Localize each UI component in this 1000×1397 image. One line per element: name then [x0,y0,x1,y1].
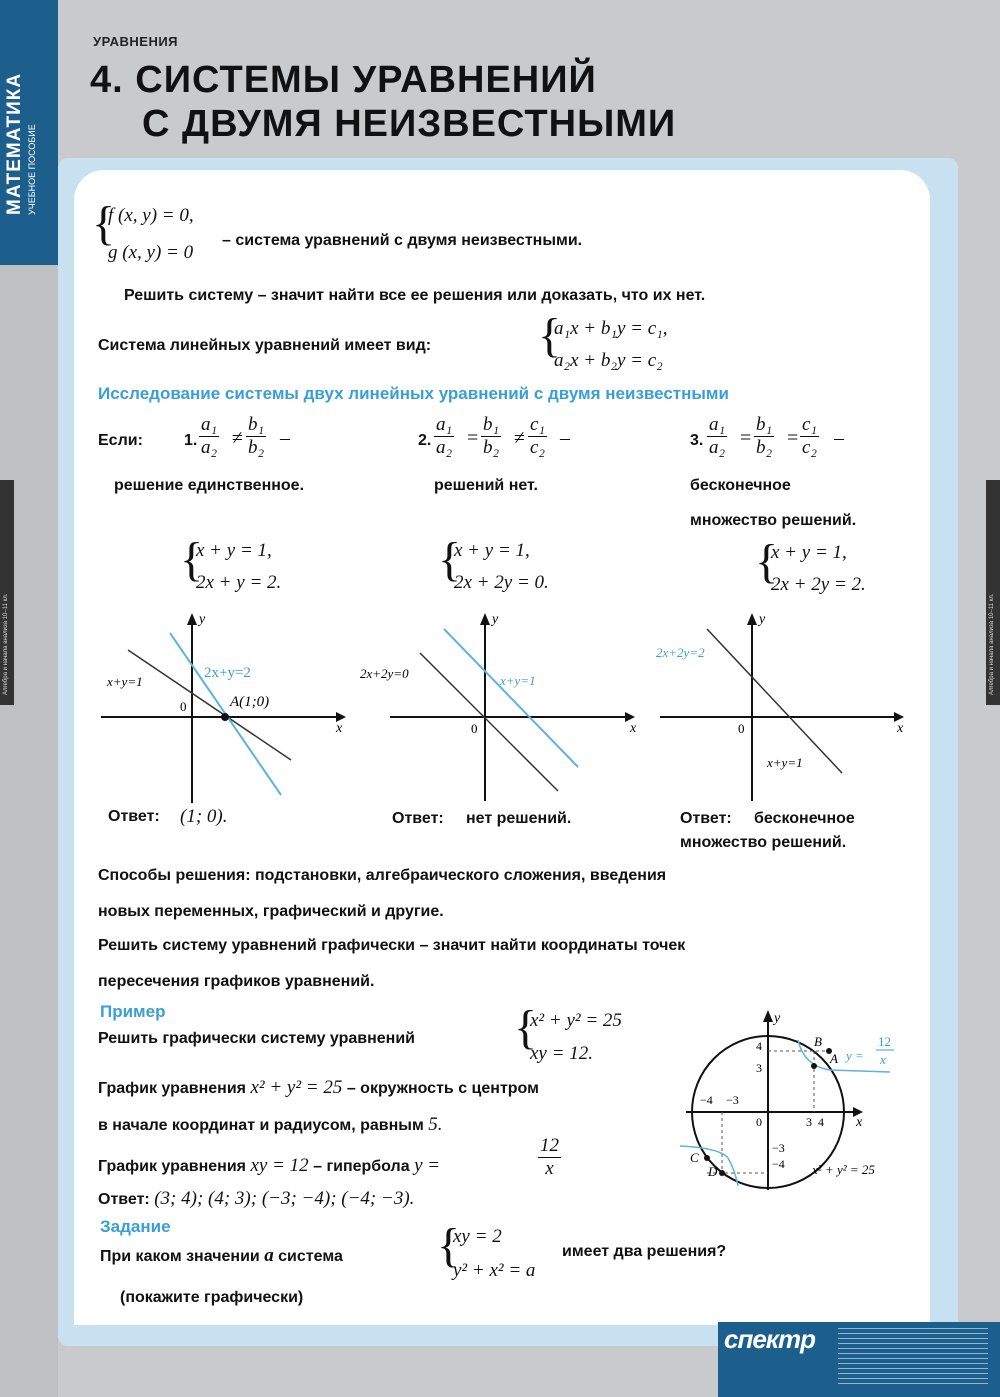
case2-sys1: x + y = 1, [454,540,530,561]
case2-num: 2. [418,432,432,449]
example-eq1: x² + y² = 25 [530,1010,622,1031]
svg-text:y: y [774,1011,781,1026]
solve-definition: Решить систему – значит найти все ее решения или доказать, что их нет. [124,287,706,304]
graph2-label-line: 2x+2y=0 [360,666,409,681]
case2-result: решений нет. [434,477,538,494]
svg-text:4: 4 [756,1039,762,1053]
dash: – [560,427,570,449]
graph1-y: y [199,612,206,627]
case1-num: 1. [184,432,198,449]
section-label: УРАВНЕНИЯ [93,34,179,49]
case3-frac-a: $\frac{\text{a₁}}{\text{a₂}}$ [709,414,726,458]
intro-eq2: g (x, y) = 0 [108,242,194,263]
example-heading: Пример [100,1002,166,1021]
hyper-text: График уравнения xy = 12 – гипербола y = [98,1155,441,1176]
svg-text:−3: −3 [772,1141,785,1155]
case3-sys1: x + y = 1, [771,542,847,563]
case1-op: ≠ [232,427,243,449]
graph1-origin: 0 [180,699,187,714]
graph2-x: x [630,721,637,736]
svg-text:x² + y² = 25: x² + y² = 25 [812,1162,875,1177]
brace: { [180,533,204,586]
hyper-frac: $\frac{12}{x}$ [540,1135,559,1179]
graph1-point: A(1;0) [230,694,270,710]
spine-banner [0,0,58,265]
task-q1: При каком значении a система [100,1245,343,1266]
svg-text:B: B [814,1034,822,1049]
graph3-label-line2: x+y=1 [767,755,803,770]
task-eq2: y² + x² = a [453,1260,536,1281]
brace: { [538,309,562,362]
graph2-label-line2: x+y=1 [500,673,536,688]
methods-line4: пересечения графиков уравнений. [98,973,375,990]
if-label: Если: [98,432,143,449]
linear-eq2: a₂x + b₂y = c₂ [554,350,663,371]
graph2-y: y [492,612,499,627]
graph3-y: y [759,612,766,627]
svg-text:x: x [880,1052,886,1067]
svg-text:C: C [690,1150,699,1165]
case3-answer: бесконечное [754,810,855,827]
graph-case1 [96,605,356,805]
svg-text:3: 3 [756,1061,762,1075]
intro-definition: – система уравнений с двумя неизвестными. [222,232,583,249]
case2-frac-c: $\frac{\text{c₁}}{\text{c₂}}$ [530,414,546,458]
investigation-heading: Исследование системы двух линейных уравнений с двумя неизвестными [98,384,729,403]
brace: { [755,535,779,588]
case1-answer: (1; 0). [180,806,228,827]
svg-text:12: 12 [878,1034,891,1049]
graph-example [680,1008,910,1193]
case1-sys1: x + y = 1, [196,540,272,561]
case3-result: бесконечное [690,477,791,494]
svg-text:3: 3 [806,1115,812,1129]
spine-title: МАТЕМАТИКА [4,72,25,215]
case3-sys2: 2x + 2y = 2. [771,574,866,595]
graph1-label-line: x+y=1 [107,674,143,689]
brace: { [437,1219,461,1272]
case3-frac-c: $\frac{\text{c₁}}{\text{c₂}}$ [802,414,818,458]
svg-text:x: x [856,1115,863,1130]
task-eq1: xy = 2 [453,1226,502,1247]
left-side-tab: Алгебра и начала анализа 10–11 кл. [0,480,14,705]
svg-text:−3: −3 [726,1093,739,1107]
graph3-label-line: 2x+2y=2 [656,645,705,660]
task-hint: (покажите графически) [120,1289,304,1306]
dash: – [280,427,290,449]
task-q3: имеет два решения? [562,1243,727,1260]
case1-answer-label: Ответ: [108,808,160,825]
svg-text:−4: −4 [700,1093,713,1107]
graph1-label-line2: 2x+y=2 [204,665,251,681]
left-sidebar [0,265,58,1397]
spine-subtitle: УЧЕБНОЕ ПОСОБИЕ [27,124,37,215]
svg-text:−4: −4 [772,1157,785,1171]
graph-case2 [358,605,648,805]
graph3-origin: 0 [738,721,745,736]
case1-sys2: 2x + y = 2. [196,572,282,593]
publisher-footer [718,1322,1000,1397]
svg-text:A: A [830,1051,838,1066]
graph-case3 [652,605,912,805]
example-task: Решить графически систему уравнений [98,1030,416,1047]
case1-result: решение единственное. [114,477,305,494]
linear-eq1: a₁x + b₁y = c₁, [554,318,668,339]
task-heading: Задание [100,1217,171,1236]
case1-frac-a: $\frac{\text{a₁}}{\text{a₂}}$ [201,414,218,458]
publisher-fine-print [838,1328,988,1388]
graph3-x: x [897,721,904,736]
example-answer: Ответ: (3; 4); (4; 3); (−3; −4); (−4; −3). [98,1188,415,1209]
right-side-tab: Алгебра и начала анализа 10–11 кл. [986,480,1000,705]
circle-text: График уравнения x² + y² = 25 – окружность с центром [98,1077,539,1098]
methods-line2: новых переменных, графический и другие. [98,903,444,920]
brace: { [438,533,462,586]
case2-op1: = [467,427,479,449]
case3-frac-b: $\frac{\text{b₁}}{\text{b₂}}$ [756,414,773,458]
case2-sys2: 2x + 2y = 0. [454,572,549,593]
example-eq2: xy = 12. [530,1043,593,1064]
circle-text2: в начале координат и радиусом, равным 5. [98,1114,443,1135]
methods-line3: Решить систему уравнений графически – значит найти координаты точек [98,937,686,954]
page-title: 4. СИСТЕМЫ УРАВНЕНИЙ С ДВУМЯ НЕИЗВЕСТНЫМИ [90,59,677,145]
intro-eq1: f (x, y) = 0, [108,205,194,226]
linear-label: Система линейных уравнений имеет вид: [98,337,432,354]
case3-num: 3. [690,432,704,449]
case2-answer: нет решений. [466,810,572,827]
case1-frac-b: $\frac{\text{b₁}}{\text{b₂}}$ [248,414,265,458]
dash: – [834,427,844,449]
case3-op1: = [740,427,752,449]
brace: { [92,197,116,250]
case2-op2: ≠ [514,427,525,449]
case2-answer-label: Ответ: [392,810,444,827]
case3-answer2: множество решений. [680,834,847,851]
case3-result2: множество решений. [690,512,857,529]
svg-text:4: 4 [818,1115,824,1129]
case2-frac-b: $\frac{\text{b₁}}{\text{b₂}}$ [483,414,500,458]
case3-op2: = [787,427,799,449]
brace: { [514,1001,538,1054]
methods-line1: Способы решения: подстановки, алгебраического сложения, введения [98,867,667,884]
graph1-x: x [336,721,343,736]
publisher-logo: спектр [724,1324,815,1354]
case2-frac-a: $\frac{\text{a₁}}{\text{a₂}}$ [436,414,453,458]
svg-text:D: D [708,1164,718,1179]
case3-answer-label: Ответ: [680,810,732,827]
svg-text:y =: y = [846,1048,864,1063]
svg-text:0: 0 [756,1115,762,1129]
graph2-origin: 0 [471,721,478,736]
